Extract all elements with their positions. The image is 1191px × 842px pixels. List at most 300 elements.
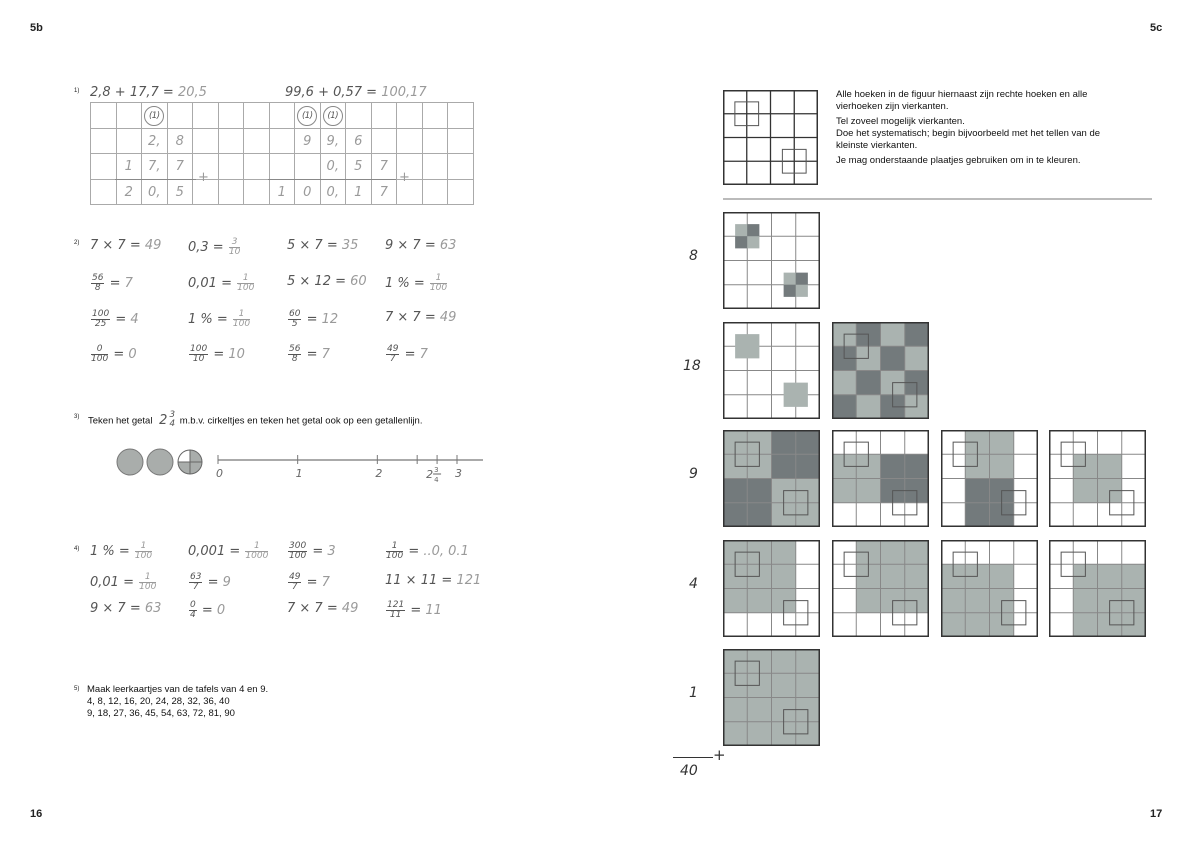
grid-cell xyxy=(218,154,244,180)
digit: 0, xyxy=(326,159,339,175)
equation xyxy=(188,573,231,592)
grid-cell xyxy=(941,613,965,637)
equals-sign: = xyxy=(203,575,223,590)
total-count: 40 xyxy=(680,763,698,779)
numerator: 100 xyxy=(190,344,208,354)
grid-cell xyxy=(1098,454,1122,478)
fraction xyxy=(135,542,152,561)
grid-cell xyxy=(723,371,747,395)
expression: 4 xyxy=(130,312,139,327)
denominator: 7 xyxy=(291,582,298,592)
grid-cell xyxy=(269,154,295,180)
grid-cell xyxy=(116,154,142,180)
grid-cell xyxy=(218,179,244,205)
numerator: 1 xyxy=(430,274,447,284)
grid-cell xyxy=(794,114,818,138)
denominator: 4 xyxy=(169,419,176,429)
expression: 0,001 = xyxy=(188,544,241,559)
expression: ..0, 0.1 xyxy=(423,544,469,559)
grid-cell xyxy=(796,649,820,673)
question: 2,8 + 17,7 = xyxy=(90,85,174,100)
grid-cell xyxy=(142,154,168,180)
grid-cell xyxy=(832,613,856,637)
expression: 0 xyxy=(216,603,226,618)
equals-sign: = xyxy=(400,347,420,362)
grid-cell xyxy=(193,128,219,154)
numerator: 100 xyxy=(92,309,110,319)
numerator: 56 xyxy=(289,344,301,354)
grid-cell xyxy=(747,138,771,162)
coloring-figure xyxy=(723,649,820,746)
grid-cell xyxy=(193,103,219,129)
grid-cell xyxy=(856,371,880,395)
grid-cell xyxy=(794,90,818,114)
grid-cell xyxy=(832,371,856,395)
equation xyxy=(385,274,448,293)
grid-cell xyxy=(941,479,965,503)
coloring-figure xyxy=(941,540,1038,637)
grid-cell xyxy=(320,103,346,129)
equation xyxy=(188,238,241,257)
grid-cell xyxy=(371,154,397,180)
exercise1-equation1 xyxy=(90,85,207,100)
denominator: 11 xyxy=(389,610,402,620)
grid-cell xyxy=(91,128,117,154)
grid-cell xyxy=(295,103,321,129)
grid-cell xyxy=(796,236,820,260)
equation xyxy=(385,310,456,325)
denominator: 7 xyxy=(192,582,199,592)
fraction xyxy=(245,542,268,561)
grid-cell xyxy=(832,479,856,503)
page-number-left: 16 xyxy=(30,808,43,820)
square-count: 4 xyxy=(689,576,698,592)
grid-cell xyxy=(772,430,796,454)
exercise-number: 1) xyxy=(74,88,80,94)
instruction-line: Je mag onderstaande plaatjes gebruiken om in te kleuren. xyxy=(836,155,1081,166)
grid-cell xyxy=(448,179,474,205)
expression: 10 xyxy=(228,347,245,362)
fraction xyxy=(386,601,405,620)
expression: 5 × 7 = xyxy=(287,238,338,253)
digit: 0, xyxy=(326,184,339,200)
grid-cell xyxy=(269,128,295,154)
equation xyxy=(385,542,469,561)
grid-cell xyxy=(832,589,856,613)
puzzle-instructions xyxy=(836,89,1116,167)
tick-label: 0 xyxy=(216,467,223,480)
square-count: 8 xyxy=(689,248,698,264)
digit: 2 xyxy=(124,184,133,200)
grid-cell xyxy=(320,128,346,154)
square-count: 9 xyxy=(689,466,698,482)
grid-cell xyxy=(1049,613,1073,637)
exercise5-text xyxy=(87,684,268,720)
grid-cell xyxy=(723,503,747,527)
grid-cell xyxy=(1122,540,1146,564)
instruction-text: m.b.v. cirkeltjes en teken het getal ook op een getallenlijn. xyxy=(179,415,423,427)
grid-cell xyxy=(965,589,989,613)
equals-sign: = xyxy=(406,603,426,618)
grid-cell xyxy=(747,479,771,503)
tick-label: 2 xyxy=(375,467,383,480)
carry-digit: (1) xyxy=(323,106,343,126)
grid-cell xyxy=(346,154,372,180)
coloring-figure xyxy=(832,322,929,419)
exercise-number: 4) xyxy=(74,546,80,552)
grid-cell xyxy=(747,161,771,185)
equals-sign: = xyxy=(109,347,129,362)
expression: 63 xyxy=(439,238,457,253)
grid-cell xyxy=(723,285,747,309)
exercise1-equation2 xyxy=(285,85,427,100)
equation xyxy=(287,542,336,561)
digit: 5 xyxy=(175,184,184,200)
grid-cell xyxy=(796,564,820,588)
coloring-figure xyxy=(832,540,929,637)
expression: 63 xyxy=(144,601,162,616)
equation xyxy=(385,345,428,364)
numerator: 3 xyxy=(434,466,439,474)
expression: 9 xyxy=(222,575,231,590)
numerator: 0 xyxy=(91,345,108,355)
exercise-number: 5) xyxy=(74,686,80,692)
grid-cell xyxy=(723,479,747,503)
grid-cell xyxy=(747,261,771,285)
grid-cell xyxy=(1122,454,1146,478)
grid-cell xyxy=(295,154,321,180)
grid-cell xyxy=(723,589,747,613)
grid-cell xyxy=(397,103,423,129)
digit: 9 xyxy=(303,133,312,149)
grid-cell xyxy=(218,128,244,154)
grid-cell xyxy=(796,673,820,697)
denominator: 100 xyxy=(429,283,448,293)
mixed-number xyxy=(159,410,177,429)
grid-cell xyxy=(905,454,929,478)
grid-cell xyxy=(167,154,193,180)
equation xyxy=(90,345,137,364)
carry-digit: (1) xyxy=(297,106,317,126)
grid-cell xyxy=(856,395,880,419)
question: 99,6 + 0,57 = xyxy=(285,85,378,100)
grid-cell xyxy=(723,161,747,185)
grid-cell xyxy=(167,103,193,129)
equals-sign: = xyxy=(302,312,322,327)
numerator: 1 xyxy=(139,573,156,583)
grid-cell xyxy=(1049,503,1073,527)
grid-cell xyxy=(771,90,795,114)
expression: 7 xyxy=(321,347,330,362)
square-count: 18 xyxy=(683,358,701,374)
fraction xyxy=(189,345,208,364)
grid-cell xyxy=(244,154,270,180)
grid-cell xyxy=(448,128,474,154)
fraction xyxy=(91,345,108,364)
square-count: 1 xyxy=(689,685,698,701)
equation xyxy=(385,573,481,588)
grid-cell xyxy=(941,589,965,613)
grid-cell xyxy=(772,540,796,564)
grid-cell xyxy=(747,613,771,637)
grid-cell xyxy=(91,154,117,180)
numerator: 1 xyxy=(233,310,250,320)
expression: 0 xyxy=(128,347,137,362)
grid-row xyxy=(91,103,474,129)
numerator: 121 xyxy=(387,600,405,610)
grid-cell xyxy=(990,540,1014,564)
grid-cell xyxy=(346,103,372,129)
grid-cell xyxy=(448,154,474,180)
digit: 7 xyxy=(379,184,388,200)
equation xyxy=(287,238,358,253)
grid-cell xyxy=(856,589,880,613)
grid-cell xyxy=(832,503,856,527)
grid-row xyxy=(91,154,474,180)
numerator: 3 xyxy=(169,410,176,420)
expression: 1 % = xyxy=(90,544,130,559)
grid-cell xyxy=(772,322,796,346)
grid-cell xyxy=(747,503,771,527)
grid-cell xyxy=(723,261,747,285)
grid-cell xyxy=(796,212,820,236)
square-puzzle-figure xyxy=(723,90,820,187)
numerator: 63 xyxy=(190,572,202,582)
grid-cell xyxy=(881,346,905,370)
equation xyxy=(90,601,161,616)
divider xyxy=(723,198,1152,200)
grid-cell xyxy=(1073,589,1097,613)
grid-cell xyxy=(167,179,193,205)
grid-cell xyxy=(1122,430,1146,454)
numerator: 1 xyxy=(135,542,152,552)
table-of-4: 4, 8, 12, 16, 20, 24, 28, 32, 36, 40 xyxy=(87,696,230,707)
fraction xyxy=(288,542,307,561)
grid-cell xyxy=(1073,503,1097,527)
expression: 1 % = xyxy=(385,276,425,291)
grid-cell xyxy=(244,128,270,154)
grid-cell xyxy=(167,128,193,154)
page-number-right: 17 xyxy=(1150,808,1163,820)
numerator: 300 xyxy=(289,541,307,551)
grid-cell xyxy=(772,649,796,673)
grid-cell xyxy=(269,103,295,129)
denominator: 100 xyxy=(237,283,255,293)
denominator: 4 xyxy=(434,476,439,484)
fraction xyxy=(139,573,156,592)
instruction-line: Tel zoveel mogelijk vierkanten. xyxy=(836,116,965,127)
grid-cell xyxy=(905,540,929,564)
grid-cell xyxy=(747,371,771,395)
equation xyxy=(90,542,153,561)
expression: 11 × 11 = xyxy=(385,573,453,588)
grid-cell xyxy=(91,103,117,129)
grid-cell xyxy=(881,564,905,588)
digit: 5 xyxy=(354,159,363,175)
grid-cell xyxy=(965,503,989,527)
digit: 7 xyxy=(175,159,184,175)
grid-cell xyxy=(881,322,905,346)
equals-sign: = xyxy=(111,312,131,327)
answer: 100,17 xyxy=(381,85,427,100)
equation xyxy=(90,310,139,329)
grid-cell xyxy=(771,114,795,138)
digit: 7, xyxy=(148,159,161,175)
grid-cell xyxy=(346,128,372,154)
full-circle xyxy=(147,449,173,475)
grid-cell xyxy=(796,540,820,564)
denominator: 100 xyxy=(289,551,307,561)
grid-cell xyxy=(881,540,905,564)
expression: 0,3 = xyxy=(188,240,224,255)
expression: 1 % = xyxy=(188,312,228,327)
numerator: 1 xyxy=(237,274,254,284)
fraction xyxy=(229,238,240,257)
denominator: 10 xyxy=(192,354,205,364)
quarter-circle xyxy=(178,450,202,474)
equation xyxy=(385,601,442,620)
expression: 5 × 12 = xyxy=(287,274,346,289)
grid-cell xyxy=(116,103,142,129)
plus-sign: + xyxy=(713,746,726,764)
grid-cell xyxy=(371,128,397,154)
answer: 20,5 xyxy=(177,85,207,100)
equals-sign: = xyxy=(302,347,322,362)
grid-cell xyxy=(905,430,929,454)
grid-cell xyxy=(856,479,880,503)
grid-cell xyxy=(965,479,989,503)
grid-cell xyxy=(142,103,168,129)
grid-cell xyxy=(905,322,929,346)
grid-cell xyxy=(91,179,117,205)
denominator: 100 xyxy=(134,551,153,561)
digit: 0 xyxy=(303,184,312,200)
grid-cell xyxy=(397,128,423,154)
total-line xyxy=(673,757,713,758)
expression: 0,01 = xyxy=(188,276,232,291)
overlap-square xyxy=(784,383,808,407)
full-circle xyxy=(117,449,143,475)
coloring-figure xyxy=(1049,540,1146,637)
fraction xyxy=(91,310,110,329)
expression: 7 × 7 = xyxy=(385,310,436,325)
digit: 9, xyxy=(326,133,339,149)
grid-cell xyxy=(1073,613,1097,637)
grid-cell xyxy=(371,179,397,205)
instruction-text: Teken het getal xyxy=(88,415,153,427)
numerator: 49 xyxy=(289,572,301,582)
grid-cell xyxy=(422,179,448,205)
fraction xyxy=(430,274,447,293)
equation xyxy=(287,274,367,289)
denominator: 4 xyxy=(190,610,196,620)
grid-cell xyxy=(723,138,747,162)
equation xyxy=(188,345,245,364)
fraction xyxy=(237,274,254,293)
expression: 9 × 7 = xyxy=(385,238,436,253)
expression: 7 xyxy=(124,276,133,291)
grid-cell xyxy=(772,346,796,370)
grid-cell xyxy=(772,236,796,260)
fraction xyxy=(386,542,403,561)
denominator: 8 xyxy=(291,354,298,364)
whole: 2 xyxy=(159,412,168,428)
grid-cell xyxy=(116,179,142,205)
column-addition-grid xyxy=(90,102,474,205)
numerator: 49 xyxy=(387,344,399,354)
denominator: 5 xyxy=(291,319,298,329)
instruction-line: Alle hoeken in de figuur hiernaast zijn rechte hoeken en alle vierhoeken zijn vierkanten. xyxy=(836,89,1088,112)
grid-cell xyxy=(142,179,168,205)
grid-cell xyxy=(747,722,771,746)
equation xyxy=(287,310,338,329)
fraction xyxy=(288,345,301,364)
coloring-figure xyxy=(723,212,820,309)
grid-cell xyxy=(320,154,346,180)
grid-cell xyxy=(723,613,747,637)
grid-cell xyxy=(422,128,448,154)
plus-sign: + xyxy=(198,170,209,185)
equation xyxy=(188,310,251,329)
exercise-number: 3) xyxy=(74,414,80,420)
grid-cell xyxy=(772,454,796,478)
grid-cell xyxy=(1049,589,1073,613)
fraction xyxy=(189,573,202,592)
expression: 3 xyxy=(327,544,336,559)
equation xyxy=(188,274,255,293)
grid-cell xyxy=(1098,430,1122,454)
grid-cell xyxy=(856,503,880,527)
grid-cell xyxy=(796,322,820,346)
equals-sign: = xyxy=(105,276,125,291)
grid-cell xyxy=(723,722,747,746)
grid-cell xyxy=(320,179,346,205)
instruction-text: Maak leerkaartjes van de tafels van 4 en 9. xyxy=(87,684,269,695)
grid-cell xyxy=(1098,540,1122,564)
numerator: 3 xyxy=(229,238,240,248)
grid-cell xyxy=(1122,564,1146,588)
grid-cell xyxy=(990,454,1014,478)
expression: 7 xyxy=(419,347,428,362)
page-label-right: 5c xyxy=(1150,22,1163,34)
equals-sign: = xyxy=(302,575,322,590)
denominator: 100 xyxy=(232,319,251,329)
numerator: 0 xyxy=(190,600,196,610)
mark-label xyxy=(426,466,441,484)
numerator: 60 xyxy=(289,309,301,319)
grid-cell xyxy=(1014,430,1038,454)
grid-cell xyxy=(1049,479,1073,503)
expression: 0,01 = xyxy=(90,575,134,590)
grid-cell xyxy=(905,564,929,588)
exercise3-instruction xyxy=(88,411,422,429)
expression: 7 × 7 = xyxy=(287,601,338,616)
expression: 11 xyxy=(425,603,442,618)
grid-cell xyxy=(1014,454,1038,478)
overlap-square xyxy=(735,334,759,358)
fraction xyxy=(288,310,301,329)
grid-cell xyxy=(295,128,321,154)
grid-cell xyxy=(244,179,270,205)
grid-cell xyxy=(747,395,771,419)
sum-line xyxy=(115,179,196,180)
digit: 1 xyxy=(354,184,363,200)
tick-label: 3 xyxy=(455,467,462,480)
digit: 6 xyxy=(354,133,363,149)
grid-cell xyxy=(422,103,448,129)
grid-cell xyxy=(965,613,989,637)
digit: 7 xyxy=(379,159,388,175)
